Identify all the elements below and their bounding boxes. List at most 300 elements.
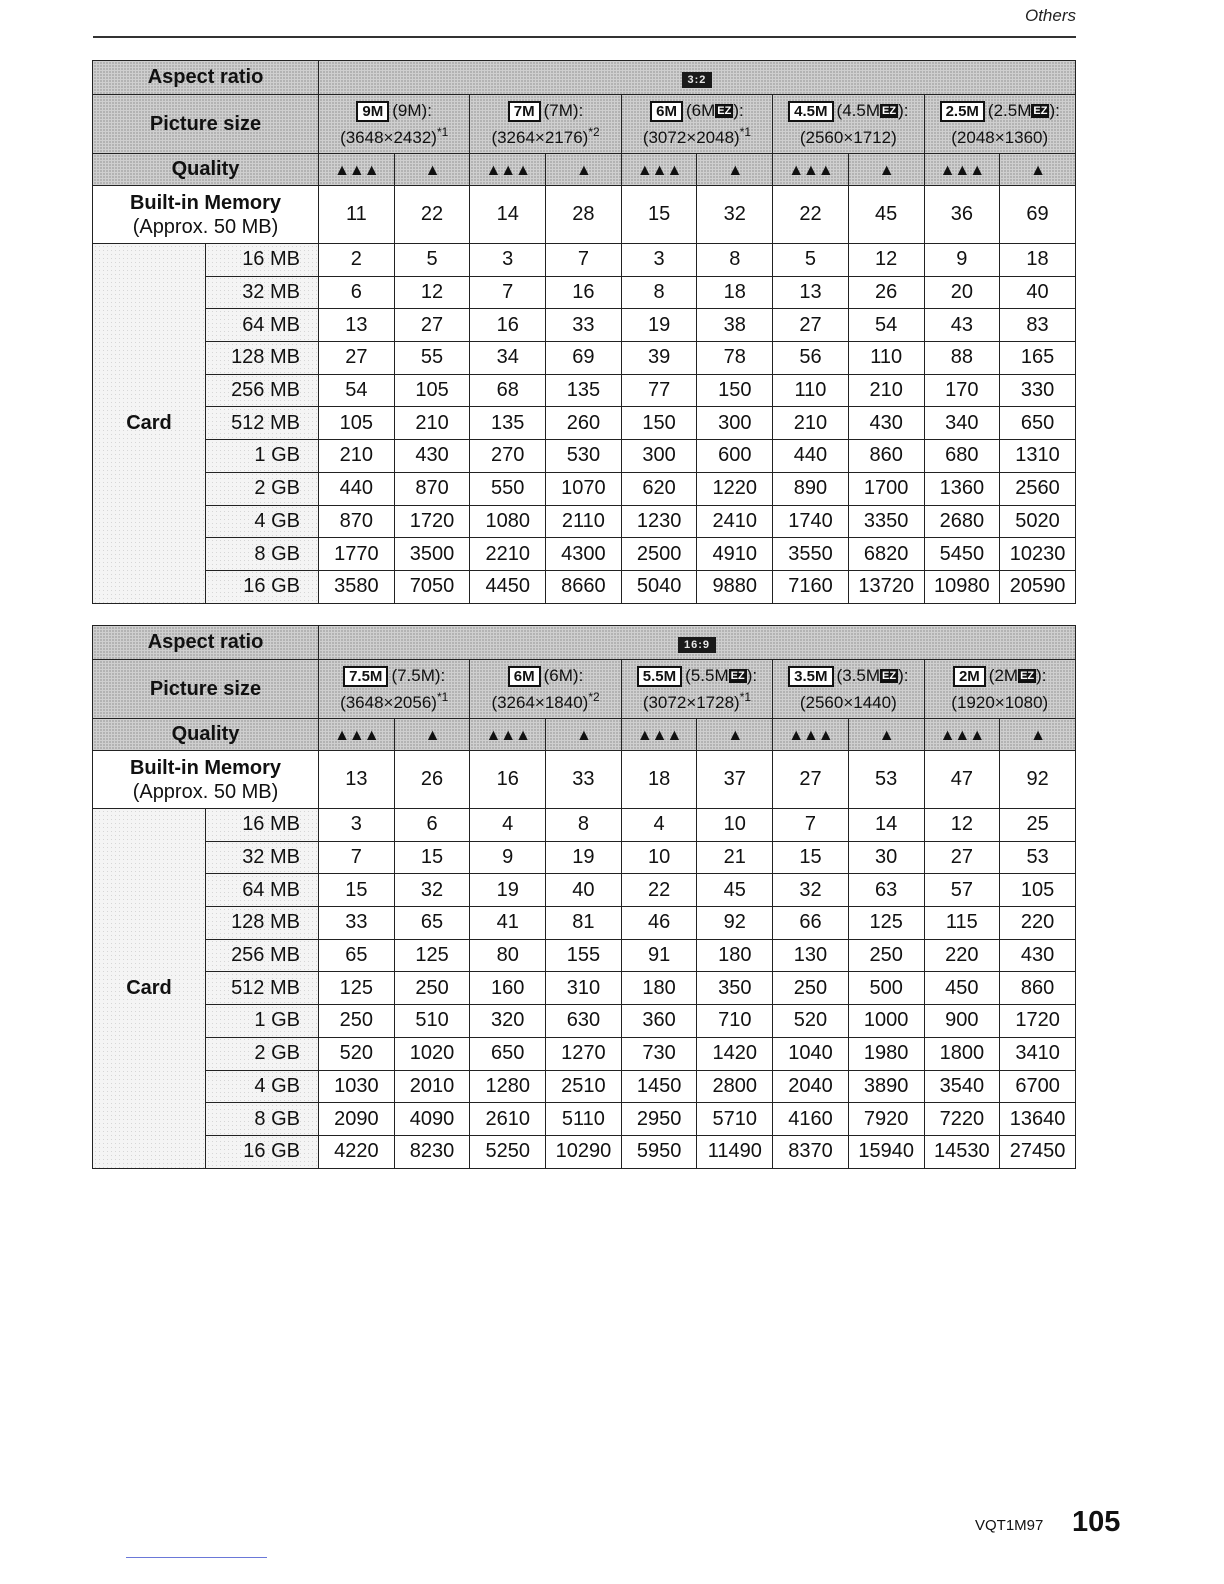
table-cell: 860 (1000, 972, 1076, 1005)
table-cell: 12 (394, 276, 470, 309)
picture-size-dims: (2560×1440) (799, 693, 897, 712)
quality-fine-icon: ▲▲▲ (939, 162, 985, 179)
card-row (93, 407, 1076, 440)
table-cell: 27 (394, 309, 470, 342)
card-capacity: 4 GB (206, 505, 319, 538)
picture-size-line (319, 100, 469, 122)
table-cell: 3410 (1000, 1037, 1076, 1070)
table-cell: 5710 (697, 1103, 773, 1136)
card-capacity: 2 GB (206, 1037, 319, 1070)
picture-size-dims-line (925, 687, 1076, 713)
table-cell: 3350 (848, 505, 924, 538)
table-cell: 13720 (848, 570, 924, 603)
quality-fine-icon: ▲▲▲ (485, 162, 530, 179)
picture-size-dims-line (773, 122, 923, 148)
quality-row (93, 154, 1076, 186)
aspect-ratio-header (93, 61, 319, 95)
table-cell: 350 (697, 972, 773, 1005)
table-cell: 32 (394, 874, 470, 907)
card-row (93, 244, 1076, 277)
table-cell: 37 (697, 751, 773, 809)
table-cell: 105 (394, 374, 470, 407)
table-cell: 45 (697, 874, 773, 907)
table-cell: 8660 (546, 570, 622, 603)
table-cell: 110 (773, 374, 849, 407)
table-cell: 40 (546, 874, 622, 907)
builtin-memory-header (93, 186, 319, 244)
table-cell: 550 (470, 472, 546, 505)
table-cell: 91 (621, 939, 697, 972)
card-header (93, 244, 206, 604)
footnote-mark: *2 (588, 125, 600, 139)
table-cell: 13 (319, 309, 395, 342)
table-cell: 7920 (848, 1103, 924, 1136)
card-capacity: 32 MB (206, 841, 319, 874)
table-cell: 28 (546, 186, 622, 244)
table-cell: 600 (697, 440, 773, 473)
table-cell: 7 (546, 244, 622, 277)
quality-cell (621, 719, 697, 751)
card-capacity: 1 GB (206, 1005, 319, 1038)
picture-size-option (924, 95, 1075, 154)
table-cell: 11490 (697, 1135, 773, 1168)
table-cell: 55 (394, 342, 470, 375)
table-cell: 40 (1000, 276, 1076, 309)
picture-size-suffix: ): (1036, 666, 1047, 685)
table-cell: 25 (1000, 809, 1076, 842)
picture-size-option (470, 660, 621, 719)
picture-size-icon: 3.5M (788, 666, 833, 687)
table-cell: 10 (621, 841, 697, 874)
picture-size-mp: (2.5M (987, 101, 1032, 120)
picture-size-header (93, 95, 319, 154)
table-cell: 340 (924, 407, 1000, 440)
table-cell: 20 (924, 276, 1000, 309)
table-cell: 19 (546, 841, 622, 874)
picture-size-mp: (2M (988, 666, 1019, 685)
aspect-ratio-row (93, 626, 1076, 660)
table-cell: 56 (773, 342, 849, 375)
table-cell: 1040 (773, 1037, 849, 1070)
table-cell: 8370 (773, 1135, 849, 1168)
quality-label: Quality (171, 723, 240, 745)
card-capacity: 128 MB (206, 907, 319, 940)
builtin-memory-header (93, 751, 319, 809)
table-cell: 2500 (621, 538, 697, 571)
quality-cell (697, 719, 773, 751)
footnote-mark: *2 (588, 690, 600, 704)
table-cell: 500 (848, 972, 924, 1005)
quality-cell (1000, 154, 1076, 186)
table-cell: 12 (924, 809, 1000, 842)
table-cell: 210 (773, 407, 849, 440)
table-cell: 300 (621, 440, 697, 473)
quality-cell (773, 154, 849, 186)
picture-size-option (924, 660, 1076, 719)
card-capacity: 4 GB (206, 1070, 319, 1103)
quality-fine-icon: ▲▲▲ (485, 727, 530, 744)
table-cell: 210 (394, 407, 470, 440)
card-row (93, 276, 1076, 309)
table-cell: 450 (924, 972, 1000, 1005)
table-cell: 8 (546, 809, 622, 842)
table-cell: 83 (1000, 309, 1076, 342)
table-cell: 2610 (470, 1103, 546, 1136)
table-cell: 260 (546, 407, 622, 440)
table-cell: 16 (470, 751, 546, 809)
picture-size-line (319, 665, 469, 687)
quality-standard-icon: ▲ (878, 162, 894, 179)
footnote-rule (126, 1557, 267, 1558)
extended-zoom-icon: EZ (1033, 105, 1048, 118)
quality-fine-icon: ▲▲▲ (788, 162, 833, 179)
table-cell: 220 (924, 939, 1000, 972)
table-cell: 26 (848, 276, 924, 309)
card-header (93, 809, 206, 1169)
table-cell: 7220 (924, 1103, 1000, 1136)
picture-size-suffix: ): (733, 101, 744, 120)
table-cell: 15940 (848, 1135, 924, 1168)
builtin-memory-label: Built-in Memory (129, 191, 282, 214)
table-cell: 710 (697, 1005, 773, 1038)
table-cell: 8 (621, 276, 697, 309)
card-row (93, 440, 1076, 473)
table-cell: 160 (470, 972, 546, 1005)
picture-size-suffix: ): (898, 101, 909, 120)
extended-zoom-icon: EZ (882, 670, 897, 683)
picture-size-dims: (3648×2056) (340, 693, 437, 712)
table-cell: 1000 (848, 1005, 924, 1038)
table-cell: 9880 (697, 570, 773, 603)
quality-standard-icon: ▲ (1030, 162, 1045, 179)
card-row (93, 972, 1076, 1005)
table-cell: 2410 (697, 505, 773, 538)
table-cell: 92 (1000, 751, 1076, 809)
quality-row (93, 719, 1076, 751)
builtin-memory-row (93, 186, 1076, 244)
table-cell: 650 (1000, 407, 1076, 440)
table-cell: 3540 (924, 1070, 1000, 1103)
quality-cell (1000, 719, 1076, 751)
table-cell: 1450 (621, 1070, 697, 1103)
table-cell: 65 (319, 939, 395, 972)
table-cell: 13640 (1000, 1103, 1076, 1136)
table-cell: 2510 (546, 1070, 622, 1103)
table-cell: 2680 (924, 505, 1000, 538)
table-cell: 5 (773, 244, 849, 277)
picture-size-header (93, 660, 319, 719)
table-cell: 4 (621, 809, 697, 842)
table-cell: 1720 (394, 505, 470, 538)
picture-size-row (93, 95, 1076, 154)
table-cell: 115 (924, 907, 1000, 940)
quality-cell (924, 719, 1000, 751)
quality-cell (394, 154, 470, 186)
picture-size-suffix: ): (898, 666, 909, 685)
picture-size-option (470, 95, 621, 154)
card-label: Card (126, 411, 172, 434)
table-cell: 2950 (621, 1103, 697, 1136)
picture-size-mp: (9M): (392, 101, 432, 120)
card-row (93, 1005, 1076, 1038)
table-cell: 320 (470, 1005, 546, 1038)
table-cell: 27 (924, 841, 1000, 874)
capacity-table-16-9 (92, 625, 1076, 1169)
table-cell: 170 (924, 374, 1000, 407)
table-cell: 33 (546, 751, 622, 809)
table-cell: 125 (848, 907, 924, 940)
table-cell: 54 (319, 374, 395, 407)
picture-size-dims-line (622, 687, 772, 713)
table-cell: 430 (1000, 939, 1076, 972)
card-row (93, 374, 1076, 407)
table-cell: 9 (924, 244, 1000, 277)
table-cell: 9 (470, 841, 546, 874)
table-cell: 16 (546, 276, 622, 309)
table-cell: 46 (621, 907, 697, 940)
picture-size-icon: 7M (508, 101, 541, 122)
header-divider (93, 36, 1076, 38)
picture-size-line (622, 100, 772, 122)
quality-fine-icon: ▲▲▲ (334, 162, 379, 179)
table-cell: 3 (470, 244, 546, 277)
table-cell: 135 (470, 407, 546, 440)
table-cell: 34 (470, 342, 546, 375)
quality-cell (319, 719, 395, 751)
picture-size-dims-line (319, 687, 469, 713)
table-cell: 520 (319, 1037, 395, 1070)
table-cell: 69 (1000, 186, 1076, 244)
table-cell: 8230 (394, 1135, 470, 1168)
table-cell: 33 (546, 309, 622, 342)
table-cell: 27450 (1000, 1135, 1076, 1168)
table-cell: 510 (394, 1005, 470, 1038)
table-cell: 7050 (394, 570, 470, 603)
table-cell: 5110 (546, 1103, 622, 1136)
card-capacity: 64 MB (206, 309, 319, 342)
picture-size-dims: (1920×1080) (951, 693, 1049, 712)
quality-cell (697, 154, 773, 186)
picture-size-icon: 6M (650, 101, 683, 122)
table-cell: 77 (621, 374, 697, 407)
picture-size-dims: (3072×2048) (642, 128, 740, 147)
picture-size-line (773, 100, 923, 122)
table-cell: 360 (621, 1005, 697, 1038)
picture-size-dims-line (773, 687, 923, 713)
table-cell: 53 (848, 751, 924, 809)
card-row (93, 570, 1076, 603)
table-cell: 270 (470, 440, 546, 473)
table-cell: 1980 (848, 1037, 924, 1070)
table-cell: 41 (470, 907, 546, 940)
table-cell: 27 (773, 309, 849, 342)
picture-size-mp: (7.5M): (391, 666, 446, 685)
quality-cell (848, 154, 924, 186)
table-cell: 4 (470, 809, 546, 842)
quality-cell (621, 154, 697, 186)
table-cell: 2110 (546, 505, 622, 538)
table-cell: 110 (848, 342, 924, 375)
table-cell: 150 (697, 374, 773, 407)
card-capacity: 512 MB (206, 972, 319, 1005)
aspect-ratio-header (93, 626, 319, 660)
table-cell: 5950 (621, 1135, 697, 1168)
picture-size-mp: (4.5M (836, 101, 880, 120)
picture-size-mp: (5.5M (685, 666, 729, 685)
table-cell: 155 (546, 939, 622, 972)
table-cell: 300 (697, 407, 773, 440)
table-cell: 210 (848, 374, 924, 407)
quality-fine-icon: ▲▲▲ (939, 727, 985, 744)
table-cell: 14 (848, 809, 924, 842)
table-cell: 900 (924, 1005, 1000, 1038)
table-cell: 53 (1000, 841, 1076, 874)
picture-size-label: Picture size (149, 112, 262, 135)
card-capacity: 16 MB (206, 244, 319, 277)
footnote-mark: *1 (436, 125, 449, 139)
table-cell: 7 (773, 809, 849, 842)
quality-fine-icon: ▲▲▲ (788, 727, 833, 744)
picture-size-label: Picture size (149, 677, 262, 700)
card-row (93, 809, 1076, 842)
picture-size-icon: 5.5M (637, 666, 682, 687)
table-cell: 530 (546, 440, 622, 473)
table-cell: 330 (1000, 374, 1076, 407)
card-row (93, 874, 1076, 907)
capacity-table-3-2 (92, 60, 1076, 604)
quality-cell (848, 719, 924, 751)
table-cell: 14530 (924, 1135, 1000, 1168)
aspect-ratio-icon: 3:2 (682, 72, 713, 88)
aspect-ratio-row (93, 61, 1076, 95)
model-code: VQT1M97 (975, 1517, 1044, 1534)
table-cell: 22 (621, 874, 697, 907)
table-cell: 165 (1000, 342, 1076, 375)
table-cell: 68 (470, 374, 546, 407)
table-cell: 1360 (924, 472, 1000, 505)
picture-size-icon: 2M (953, 666, 986, 687)
card-capacity: 256 MB (206, 374, 319, 407)
table-cell: 5 (394, 244, 470, 277)
table-cell: 1070 (546, 472, 622, 505)
picture-size-suffix: ): (1049, 101, 1060, 120)
table-cell: 30 (848, 841, 924, 874)
quality-standard-icon: ▲ (727, 162, 743, 179)
picture-size-mp: (6M (685, 101, 716, 120)
picture-size-line (470, 665, 620, 687)
table-cell: 1740 (773, 505, 849, 538)
table-cell: 1270 (546, 1037, 622, 1070)
table-cell: 15 (621, 186, 697, 244)
quality-header (93, 154, 319, 186)
table-cell: 4450 (470, 570, 546, 603)
footnote-mark: *1 (436, 690, 449, 704)
table-cell: 2800 (697, 1070, 773, 1103)
table-cell: 250 (773, 972, 849, 1005)
table-cell: 12 (848, 244, 924, 277)
table-cell: 80 (470, 939, 546, 972)
quality-header (93, 719, 319, 751)
aspect-ratio-icon: 16:9 (678, 637, 716, 653)
picture-size-mp: (6M): (543, 666, 584, 685)
quality-fine-icon: ▲▲▲ (334, 727, 379, 744)
card-capacity: 256 MB (206, 939, 319, 972)
table-cell: 27 (773, 751, 849, 809)
table-cell: 150 (621, 407, 697, 440)
card-capacity: 1 GB (206, 440, 319, 473)
picture-size-option (621, 660, 772, 719)
table-cell: 7160 (773, 570, 849, 603)
table-cell: 2090 (319, 1103, 395, 1136)
quality-cell (546, 719, 622, 751)
footnote-mark: *1 (739, 690, 752, 704)
table-cell: 32 (773, 874, 849, 907)
table-cell: 125 (319, 972, 395, 1005)
table-cell: 2010 (394, 1070, 470, 1103)
table-cell: 69 (546, 342, 622, 375)
table-cell: 1220 (697, 472, 773, 505)
builtin-memory-label: Built-in Memory (129, 756, 282, 779)
quality-cell (924, 154, 1000, 186)
table-cell: 180 (621, 972, 697, 1005)
table-cell: 32 (697, 186, 773, 244)
table-cell: 430 (394, 440, 470, 473)
table-cell: 14 (470, 186, 546, 244)
card-row (93, 841, 1076, 874)
card-row (93, 309, 1076, 342)
table-cell: 890 (773, 472, 849, 505)
table-cell: 15 (394, 841, 470, 874)
quality-cell (394, 719, 470, 751)
page-number: 105 (1072, 1506, 1121, 1538)
picture-size-dims-line (470, 122, 620, 148)
quality-cell (319, 154, 395, 186)
table-cell: 10290 (546, 1135, 622, 1168)
table-cell: 5450 (924, 538, 1000, 571)
extended-zoom-icon: EZ (717, 105, 732, 118)
section-title: Others (1024, 6, 1076, 25)
quality-cell (470, 154, 546, 186)
table-cell: 18 (697, 276, 773, 309)
quality-standard-icon: ▲ (424, 727, 440, 744)
table-cell: 125 (394, 939, 470, 972)
picture-size-line (622, 665, 772, 687)
picture-size-dims: (2560×1712) (799, 128, 897, 147)
card-capacity: 128 MB (206, 342, 319, 375)
card-row (93, 505, 1076, 538)
table-cell: 105 (319, 407, 395, 440)
table-cell: 2210 (470, 538, 546, 571)
picture-size-line (773, 665, 923, 687)
table-cell: 430 (848, 407, 924, 440)
card-capacity: 512 MB (206, 407, 319, 440)
picture-size-dims: (2048×1360) (951, 128, 1049, 147)
quality-cell (546, 154, 622, 186)
table-cell: 43 (924, 309, 1000, 342)
table-cell: 3580 (319, 570, 395, 603)
table-cell: 11 (319, 186, 395, 244)
table-cell: 38 (697, 309, 773, 342)
table-cell: 3550 (773, 538, 849, 571)
table-cell: 4220 (319, 1135, 395, 1168)
table-cell: 210 (319, 440, 395, 473)
table-cell: 54 (848, 309, 924, 342)
table-cell: 440 (773, 440, 849, 473)
picture-size-option (319, 660, 470, 719)
table-cell: 2 (319, 244, 395, 277)
quality-cell (470, 719, 546, 751)
builtin-memory-capacity: (Approx. 50 MB) (132, 780, 279, 803)
